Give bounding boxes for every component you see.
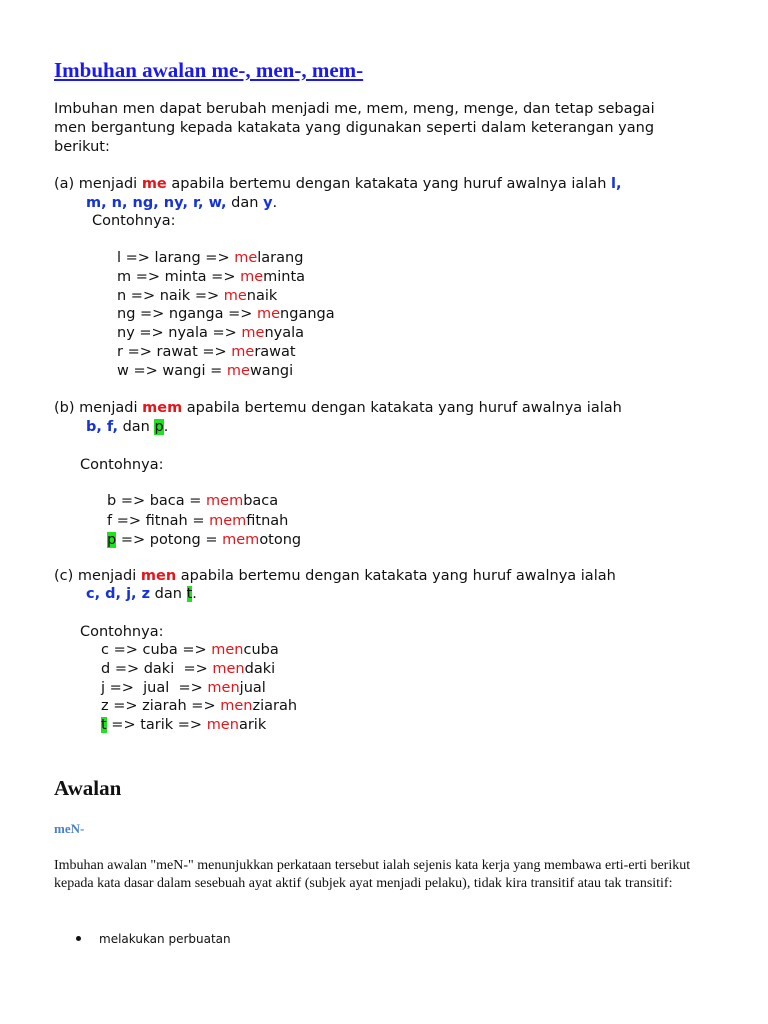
example-line <box>107 493 278 509</box>
example-stem: otong <box>259 532 302 548</box>
example-line <box>117 325 304 341</box>
example-line <box>107 532 301 548</box>
example-root: d => daki => <box>101 660 213 677</box>
section-c-period: . <box>192 586 197 602</box>
example-root: ny => nyala => <box>117 325 242 342</box>
example-line <box>101 698 297 714</box>
example-root: n => naik => <box>117 287 224 304</box>
example-stem: fitnah <box>246 512 289 529</box>
section-a-contoh: Contohnya: <box>92 213 176 229</box>
highlighted-letter: t <box>101 717 107 734</box>
example-root: r => rawat => <box>117 344 232 360</box>
section-a-rest: apabila bertemu dengan katakata yang huruf awalnya ialah <box>166 176 611 192</box>
example-root: => potong = <box>116 532 223 548</box>
section-c-contoh: Contohnya: <box>80 624 164 640</box>
section-c-last-letter: t <box>186 586 193 602</box>
example-line <box>107 513 288 529</box>
example-root: z => ziarah => <box>101 698 221 715</box>
section-b-contoh: Contohnya: <box>80 457 164 473</box>
example-prefix: me <box>240 268 264 285</box>
section-b-label: (b) menjadi <box>54 400 143 416</box>
example-stem: cuba <box>243 642 279 658</box>
bullet-item: melakukan perbuatan <box>99 932 231 946</box>
section-c-rest: apabila bertemu dengan katakata yang huruf awalnya ialah <box>176 568 616 584</box>
example-prefix: men <box>220 698 253 715</box>
example-root: l => larang => <box>117 250 235 266</box>
section-c-letters: c, d, j, z <box>86 586 151 602</box>
section-a-letters-2: m, n, ng, ny, r, w, <box>86 195 227 211</box>
awalan-subheading: meN- <box>54 821 85 836</box>
example-prefix: men <box>206 717 239 734</box>
intro-line-3: berikut: <box>54 139 110 155</box>
bullet-dot-icon <box>76 936 81 941</box>
example-prefix: men <box>211 642 244 658</box>
section-c-prefix: men <box>140 568 177 584</box>
section-a-letters-1: l, <box>611 176 622 192</box>
example-root: m => minta => <box>117 268 241 285</box>
example-root: f => fitnah = <box>107 512 210 529</box>
example-root: b => baca = <box>107 493 207 509</box>
example-line <box>117 250 303 266</box>
section-b-prefix: mem <box>142 400 183 416</box>
example-root: ng => nganga => <box>117 306 257 323</box>
example-root: j => jual => <box>101 679 208 696</box>
example-prefix: mem <box>222 532 260 548</box>
section-a-heading <box>54 176 621 192</box>
section-a-period: . <box>272 195 278 211</box>
example-stem: jual <box>239 679 266 696</box>
example-stem: minta <box>263 268 306 285</box>
section-b-letters: b, f, <box>86 419 118 435</box>
example-line <box>101 680 266 696</box>
section-b-rest: apabila bertemu dengan katakata yang huruf awalnya ialah <box>182 400 622 416</box>
example-line <box>101 717 266 733</box>
example-prefix: me <box>257 306 281 323</box>
example-line <box>101 661 275 677</box>
intro-line-1: Imbuhan men dapat berubah menjadi me, mem, meng, menge, dan tetap sebagai <box>54 101 655 117</box>
example-root: c => cuba => <box>101 642 212 658</box>
example-prefix: me <box>231 344 255 360</box>
example-prefix: men <box>212 660 245 677</box>
intro-line-2: men bergantung kepada katakata yang digunakan seperti dalam keterangan yang <box>54 120 655 136</box>
example-stem: rawat <box>254 344 296 360</box>
example-prefix: me <box>234 250 258 266</box>
example-line <box>117 363 293 379</box>
awalan-paragraph: Imbuhan awalan "meN-" menunjukkan perkataan tersebut ialah sejenis kata kerja yang membawa erti-erti berikut kepada kata dasar dalam sesebuah ayat aktif (subjek ayat menjadi pelaku), tidak kira transitif atau tak transitif: <box>54 858 691 891</box>
section-b-dan: dan <box>117 419 155 435</box>
section-a-label: (a) menjadi <box>54 176 142 192</box>
section-c-heading-line-2 <box>86 586 197 602</box>
example-prefix: me <box>226 362 250 379</box>
section-a-dan: dan <box>226 195 264 211</box>
example-stem: baca <box>243 493 279 509</box>
bullet-list <box>76 930 231 948</box>
example-prefix: mem <box>206 493 244 509</box>
example-stem: daki <box>244 660 276 677</box>
example-line <box>117 306 335 322</box>
example-stem: naik <box>246 287 278 304</box>
highlighted-letter: p <box>107 532 117 548</box>
example-prefix: men <box>207 679 240 696</box>
example-prefix: mem <box>209 512 247 529</box>
example-stem: arik <box>238 717 267 734</box>
page-title[interactable]: Imbuhan awalan me-, men-, mem- <box>54 58 364 82</box>
example-prefix: me <box>241 325 265 342</box>
section-a-heading-line-2 <box>86 195 277 211</box>
example-prefix: me <box>223 287 247 304</box>
section-c-heading <box>54 568 616 584</box>
example-line <box>117 288 277 304</box>
section-a-last-letter: y <box>263 195 273 211</box>
example-root: => tarik => <box>106 717 207 734</box>
example-line <box>117 269 305 285</box>
example-stem: ziarah <box>252 698 298 715</box>
section-c-label: (c) menjadi <box>54 568 141 584</box>
example-stem: larang <box>257 250 304 266</box>
section-b-last-letter: p <box>154 419 164 435</box>
section-a-prefix: me <box>141 176 167 192</box>
example-root: w => wangi = <box>117 362 227 379</box>
example-line <box>117 344 296 360</box>
example-stem: nyala <box>264 325 305 342</box>
section-b-heading-line-2 <box>86 419 168 435</box>
example-line <box>101 642 279 658</box>
example-stem: wangi <box>249 362 294 379</box>
section-c-dan: dan <box>150 586 187 602</box>
section-b-heading <box>54 400 622 416</box>
example-stem: nganga <box>280 306 335 323</box>
awalan-heading: Awalan <box>54 776 122 800</box>
section-b-period: . <box>163 419 169 435</box>
